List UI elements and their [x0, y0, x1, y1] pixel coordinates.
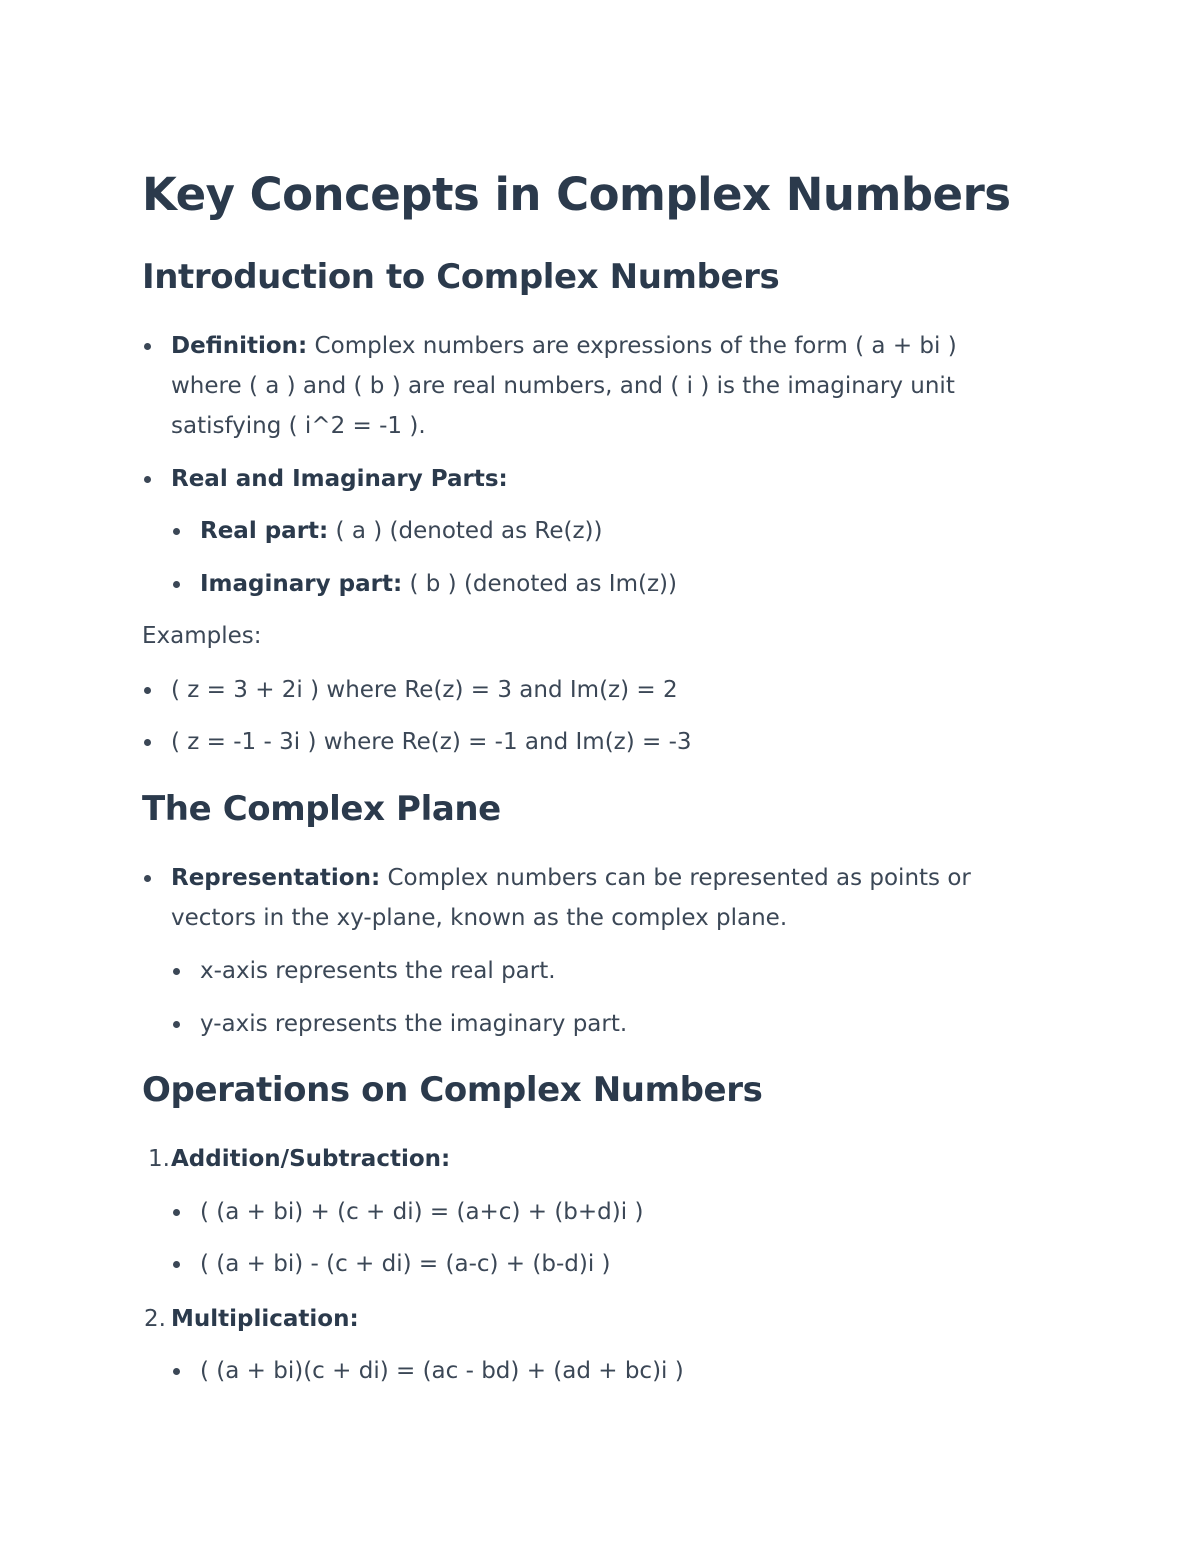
addition-subtraction-item — [171, 1139, 450, 1179]
representation-line-2: vectors in the xy-plane, known as the complex plane. — [171, 905, 788, 931]
parts-item — [171, 459, 508, 499]
heading-operations: Operations on Complex Numbers — [142, 1070, 763, 1110]
heading-introduction: Introduction to Complex Numbers — [142, 257, 780, 297]
heading-complex-plane: The Complex Plane — [142, 789, 501, 829]
list-number-1: 1. — [148, 1146, 170, 1172]
representation-text-1: Complex numbers can be represented as points or — [380, 865, 971, 891]
imaginary-part-item — [200, 564, 677, 604]
multiplication-label: Multiplication: — [171, 1306, 359, 1332]
representation-label: Representation: — [171, 865, 381, 891]
bullet — [144, 739, 151, 746]
parts-label: Real and Imaginary Parts: — [171, 466, 508, 492]
bullet — [144, 476, 151, 483]
bullet — [173, 1261, 180, 1268]
representation-line-1 — [171, 858, 971, 898]
bullet — [144, 343, 151, 350]
examples-label: Examples: — [142, 623, 262, 649]
x-axis-item: x-axis represents the real part. — [200, 958, 556, 984]
example-1: ( z = 3 + 2i ) where Re(z) = 3 and Im(z) = 2 — [171, 677, 678, 703]
multiplication-formula: ( (a + bi)(c + di) = (ac - bd) + (ad + bc)i ) — [200, 1358, 684, 1384]
addition-formula: ( (a + bi) + (c + di) = (a+c) + (b+d)i ) — [200, 1199, 644, 1225]
multiplication-item — [171, 1299, 359, 1339]
page-title: Key Concepts in Complex Numbers — [142, 168, 1011, 221]
bullet — [173, 1021, 180, 1028]
real-part-text: ( a ) (denoted as Re(z)) — [328, 518, 603, 544]
addition-subtraction-label: Addition/Subtraction: — [171, 1146, 451, 1172]
subtraction-formula: ( (a + bi) - (c + di) = (a-c) + (b-d)i ) — [200, 1251, 611, 1277]
bullet — [144, 687, 151, 694]
definition-line-1 — [171, 326, 957, 366]
definition-label: Definition: — [171, 333, 308, 359]
definition-text-1: Complex numbers are expressions of the form ( a + bi ) — [307, 333, 957, 359]
bullet — [173, 1368, 180, 1375]
definition-line-2: where ( a ) and ( b ) are real numbers, and ( i ) is the imaginary unit — [171, 373, 955, 399]
real-part-item — [200, 511, 602, 551]
bullet — [144, 875, 151, 882]
imaginary-part-text: ( b ) (denoted as Im(z)) — [402, 571, 677, 597]
bullet — [173, 968, 180, 975]
list-number-2: 2. — [144, 1306, 166, 1332]
y-axis-item: y-axis represents the imaginary part. — [200, 1011, 628, 1037]
bullet — [173, 1209, 180, 1216]
example-2: ( z = -1 - 3i ) where Re(z) = -1 and Im(z) = -3 — [171, 729, 692, 755]
imaginary-part-label: Imaginary part: — [200, 571, 403, 597]
bullet — [173, 581, 180, 588]
bullet — [173, 528, 180, 535]
real-part-label: Real part: — [200, 518, 329, 544]
definition-line-3: satisfying ( i^2 = -1 ). — [171, 413, 426, 439]
